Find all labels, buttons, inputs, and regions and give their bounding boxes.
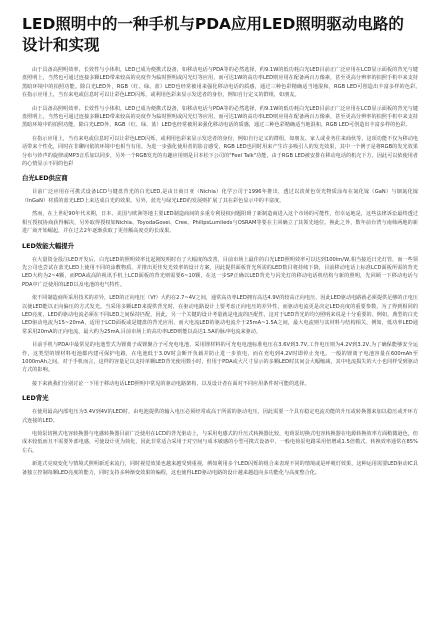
paragraph: 接下来就我们分别讨论一下用于移动电话LED照明中常见的驱动电路架构，以及设计者在面对不同应用条件时可能的选择。 xyxy=(32,380,310,387)
section-heading-led-backlight: LED背光 xyxy=(22,394,49,403)
paragraph: 然而，在上世纪90年代末期，日本、美国与欧洲等地主要LED制造商间的多重专利侵权问题阻碍了新制造商进入这个市场的可能性，但幸运地是，这些法律诉讼最终透过相互授权协商获得解决，另外取得授权如Nichia、ToyodaGosei、Cree、PhilipsLumileds与OSRAM等要在主回确立了其领先地位。换此之外，数年前台湾与南韩两地的新进厂商开始崛起，并在过去2年逐渐获取了更佳额高度竞的长成果。 xyxy=(22,211,418,235)
paragraph: 电荷泵切换式电容转换器与电感转换器目前广泛使用在LCD的背光驱动上，与采用电感式的升压式转换器比较，电荷泵切换式电容转换器在电源转换效率方面稍微逊色，但成本较低而且不需要外部电感，可使设计更为简化，因此非常适合采用于对空间与成本敏感的小型可携式设备中，一般电荷泵电路采用倍增或1.5倍模式，转换效率通常在85%左右。 xyxy=(22,431,418,454)
paragraph: 在使用最高内部电压为3.4V到4V的LED时，由电池提供的输入电压必须经常或高于所需的驱动电压，因此需要一个具有稳定电流功能的升压或转换器来加以稳压或开环方式连接的LED。 xyxy=(22,409,418,424)
paragraph: 在大量资金投注LED开发后，白光LED的照明效率比起刚发明时有了大幅度的改善，目前市场上最佳的白光LED照明效率可以达到100lm/W,相当接近日光灯管，而一些领先公司也尝试在蓝光LED上使用不同的涂敷物质，并推出更佳发光效率的设计方案，因此提供面板背光所需的LED数目将持续下降，目前移动电话上标准LCD面板所需的背光LED大约为2~4颗，而PDA或高阶视讯手机上LCD面板的背光则需要6~10颗，在这一步SP正确以LED背光与闪光灯的移动电话机结构与新的照明，先回顾一下移动电话与PDA中广泛使用的LED以及电池的电气特性。 xyxy=(22,256,418,288)
paragraph: 新进式亮度变化与情境式照明新近来流行，同时视觉效果也越来越受到重视，例如利用多个LED闪烁的组合来表现不同的情境或是呼吸灯效果，这种运用需要LED驱动IC具备独立控制每颗LED亮度的能力，同时支持多种渐变效果的编程，这也使得LED驱动电路的设计越来越趋向多功能化与高度整合化。 xyxy=(22,461,418,476)
paragraph: 在指示应用上，当有来电或信息时可以让彩色LED闪烁，或利用色彩来显示发送者的身份，例如自行定义的群组，如朋友、家人或业务往来商伙等。这项功能不仅为移动电话带来个性化，同时在非聊问依的环境中也相当有用。为进一步强化使用者的影音感受，RGB LED也同时用来产生许多吸引人的发光效果，其中一个例子是将RGB的发光效果分布与铃声的旋律或MP3音乐加以同步，另外一个RGB发光的有趣应用则是目本松下公司的"Feel Talk"功能，由于RGB LED被安排在移动电话的机壳下方，因此可以依使用者的心情显示不同的色彩 xyxy=(22,135,418,168)
section-heading-led-efficiency: LED效能大幅提升 xyxy=(22,241,75,250)
paragraph: 目前手机与PDA中最常见的电池型式为锂离子或锂聚合子可充电电池，采用锂材料的可充电电池标准电压在3.6V到3.7V,工作电压则为4.2V到3.2V,为了确保能够安全运作，这类型的锂材料电池都内建可保护电路，在电池低于3.0V时会断开负载并防止进一步放电，而在充电到4.2V时即停止充电。一般的锂离子电池容量在600mAh至1000mAh之间。对于手机而言，这样的容量足以支持单颗LED背光使用数小时，但用于PDA或大尺寸显示的多颗LED时其间会大幅缩减，其中电流损失的大小也同样受到驱动方式的影响。 xyxy=(22,342,418,374)
paragraph: 由于具备高照明效率、长效性与小体积，LED已成为便携式设备，如移动电话与PDA等的必然选择，约9.1W的低功耗白光LED目前正广泛应用在LCD显示面板的背光与键盘照明上，当然也可通过连接多颗LED带来较高的亮度作为临时照明或闪光灯等应用，而可达1W的高功率LED则应用在配备两百万像素，甚至更高分辨率的拍照手机中来支持黑暗环境中的拍照功能。除白光LED外，RGB（红、绿、蓝）LED也经常被用来强化移动电话的质感，通过三种色彩精确适当地混和，RGB LED可创造出丰富多样的色彩。 在指示应用上，当有来电或信息时可以让彩色LED闪烁，或利用色彩来显示发送者的身份，例如自行定义的群组，如朋友。 xyxy=(22,67,429,99)
paragraph: 由于具备高照明效率、长效性与小体积，LED已成为便携式设备，如移动电话与PDA等的必然选择，约9.1W的低功耗白光LED目前正广泛应用在LCD显示面板的背光与键盘照明上，当然也可通过连接多颗LED带来较高的亮度作为临时照明或闪光灯等应用，而可达1W的高功率LED则应用在配备两百万像素，甚至更高分辨率的拍照手机中来支持黑暗环境中的拍照功能。除白光LED外，RGB（红、绿、蓝）LED也经常被用来强化移动电话的质感，通过三种色彩精确适当地混和，RGB LED可创造出丰富多样的色彩。 xyxy=(22,105,418,129)
paragraph: 依不同制造商所采用技术的差异，LED的正向电压（Vf）大约在2.7~4V之间，通常高功率LED拥有高达4.9V的较高正向电压，因此LED驱动电路就必须提供足够的正电压以使LED能以正向偏压的方式发光。当采用多颗LED来提供背光时，在驱动电路设计上要考虑正向电压的差异性，而驱动电流更是决定LED亮度的重要参数，为了得到相同的LED亮度，LED的驱动电流必须在不同LED之间保持匹配，因此，另一个关键的设计考量就是电流的匹配性，这对于LED背光的均匀照明来说是十分重要的。例如，典型的白光LED驱动电流为15~20mA，适用于LCD面板或是键盘的背光应用，而大电流LED的驱动电流介于25mA~1.5A之间，最大电流则与其材料与结构相关，例如，低功率LED通常采用20mA的正向电流，最大约为25mA,目前市场上的高功率LED则能以高达1.5A的脉冲电流来驱动。 xyxy=(22,295,418,335)
article-title: LED照明中的一种手机与PDA应用LED照明驱动电路的设计和实现 xyxy=(22,15,404,54)
section-heading-white-led-suppliers: 白光LED供应商 xyxy=(22,174,68,183)
paragraph: 目前广泛应用在可携式设备LCD与键盘背光的白光LED,是由日商日亚（Nichia）化学公司于1996年推出，透过以淡黄色荧光物质涂布在氮化镓（GaN）与铟氮化镓（InGaN）材质的蓝光LED上来达成白光的效果。另外，蓝光与绿光LED的发展则扩展了其在彩色显示中的丰富度。 xyxy=(22,189,418,204)
